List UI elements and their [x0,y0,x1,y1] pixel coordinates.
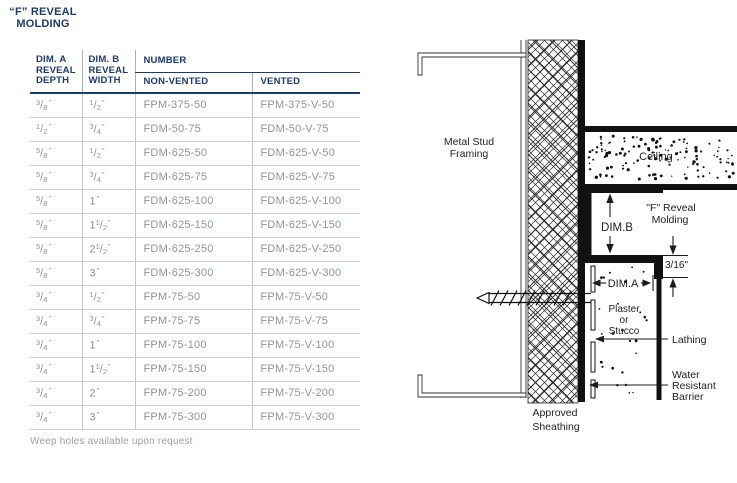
metal-stud-framing [418,40,526,398]
plaster-label-3: Stucco [608,326,640,337]
metal-stud-label-1: Metal Stud [443,136,495,148]
header-number-group: NUMBER [135,50,360,72]
water-barrier-label-1: Water [672,369,700,381]
header-dim-b-reveal-width: DIM. B REVEAL WIDTH [82,50,135,93]
dim-b-cell: $^3/_4^"$ [82,165,135,189]
dim-a-cell: $^5/_8^"$ [30,261,82,285]
dim-a-label: DIM.A [607,278,639,290]
dim-a-cell: $^3/_4^"$ [30,357,82,381]
dim-a-cell: $^3/_4^"$ [30,285,82,309]
dim-a-cell: $^5/_8^"$ [30,189,82,213]
non-vented-number-cell: FDM-625-300 [135,261,252,285]
plaster-label-2: or [619,315,629,326]
metal-stud-label-2: Framing [449,148,489,160]
molding-label-1: "F" Reveal [646,202,696,214]
dim-b-cell: 3" [82,261,135,285]
header-non-vented: NON-VENTED [135,72,252,93]
dim-a-cell: $^3/_4^"$ [30,381,82,405]
dim-b-cell: 3" [82,405,135,429]
non-vented-number-cell: FDM-625-150 [135,213,252,237]
dim-a-cell: $^5/_8^"$ [30,213,82,237]
non-vented-number-cell: FPM-75-75 [135,309,252,333]
vented-number-cell: FPM-75-V-100 [252,333,360,357]
vented-number-cell: FPM-75-V-150 [252,357,360,381]
vented-number-cell: FPM-75-V-75 [252,309,360,333]
vented-number-cell: FDM-625-V-300 [252,261,360,285]
dim-b-cell: $^3/_4^"$ [82,117,135,141]
dim-a-cell: $^5/_8^"$ [30,165,82,189]
page-title-line1: “F” REVEAL [9,6,77,18]
non-vented-number-cell: FPM-75-50 [135,285,252,309]
non-vented-number-cell: FDM-625-100 [135,189,252,213]
vented-number-cell: FDM-625-V-75 [252,165,360,189]
dim-a-cell: $^5/_8^"$ [30,141,82,165]
water-barrier-label-2: Resistant [672,380,716,392]
water-barrier-strip [578,40,585,402]
non-vented-number-cell: FPM-75-200 [135,381,252,405]
dim-b-cell: 1" [82,189,135,213]
dim-b-cell: $^1/_2^"$ [82,141,135,165]
vented-number-cell: FPM-75-V-300 [252,405,360,429]
plaster-label-1: Plaster [608,304,640,315]
vented-number-cell: FDM-625-V-100 [252,189,360,213]
weep-holes-note: Weep holes available upon request [30,436,193,447]
vented-number-cell: FPM-375-V-50 [252,93,360,117]
ceiling-label: Ceiling [639,151,673,163]
vented-number-cell: FDM-625-V-250 [252,237,360,261]
vented-number-cell: FDM-625-V-150 [252,213,360,237]
vented-number-cell: FDM-50-V-75 [252,117,360,141]
water-barrier-leader [589,382,668,389]
dim-b-cell: $^3/_4^"$ [82,309,135,333]
lathing-strips [591,266,595,398]
dim-a-cell: $^3/_4^"$ [30,309,82,333]
dim-b-cell: $1^1/_2^"$ [82,357,135,381]
sheathing-label-1: Approved [532,407,578,419]
approved-sheathing-hatch [528,40,578,403]
dim-b-cell: $2^1/_2^"$ [82,237,135,261]
vented-number-cell: FDM-625-V-50 [252,141,360,165]
non-vented-number-cell: FPM-75-100 [135,333,252,357]
dim-b-cell: 1" [82,333,135,357]
lip-dimension-label: 3/16" [665,260,689,271]
non-vented-number-cell: FDM-625-50 [135,141,252,165]
stud-bottom-flange [418,375,526,397]
dim-b-label: DIM.B [601,222,633,234]
lathing-label: Lathing [672,334,707,346]
dim-a-cell: $^3/_4^"$ [30,405,82,429]
non-vented-number-cell: FDM-625-75 [135,165,252,189]
header-dim-a-reveal-depth: DIM. A REVEAL DEPTH [30,50,82,93]
non-vented-number-cell: FPM-75-300 [135,405,252,429]
dim-a-cell: $^3/_8^"$ [30,93,82,117]
dim-b-cell: $1^1/_2^"$ [82,213,135,237]
sheathing-label-2: Sheathing [532,421,580,433]
dim-a-cell: $^5/_8^"$ [30,237,82,261]
dim-b-cell: 2" [82,381,135,405]
dim-b-cell: $^1/_2^"$ [82,285,135,309]
molding-label-2: Molding [651,214,689,226]
non-vented-number-cell: FPM-375-50 [135,93,252,117]
stud-top-flange [418,53,526,75]
dim-a-cell: $^1/_2^"$ [30,117,82,141]
stud-web [521,40,526,398]
non-vented-number-cell: FDM-625-250 [135,237,252,261]
water-barrier-label-3: Barrier [672,391,704,403]
header-vented: VENTED [252,72,360,93]
non-vented-number-cell: FPM-75-150 [135,357,252,381]
vented-number-cell: FPM-75-V-200 [252,381,360,405]
page-title-line2: MOLDING [16,17,70,30]
vented-number-cell: FPM-75-V-50 [252,285,360,309]
dim-b-cell: $^1/_2^"$ [82,93,135,117]
non-vented-number-cell: FDM-50-75 [135,117,252,141]
dim-a-cell: $^3/_4^"$ [30,333,82,357]
